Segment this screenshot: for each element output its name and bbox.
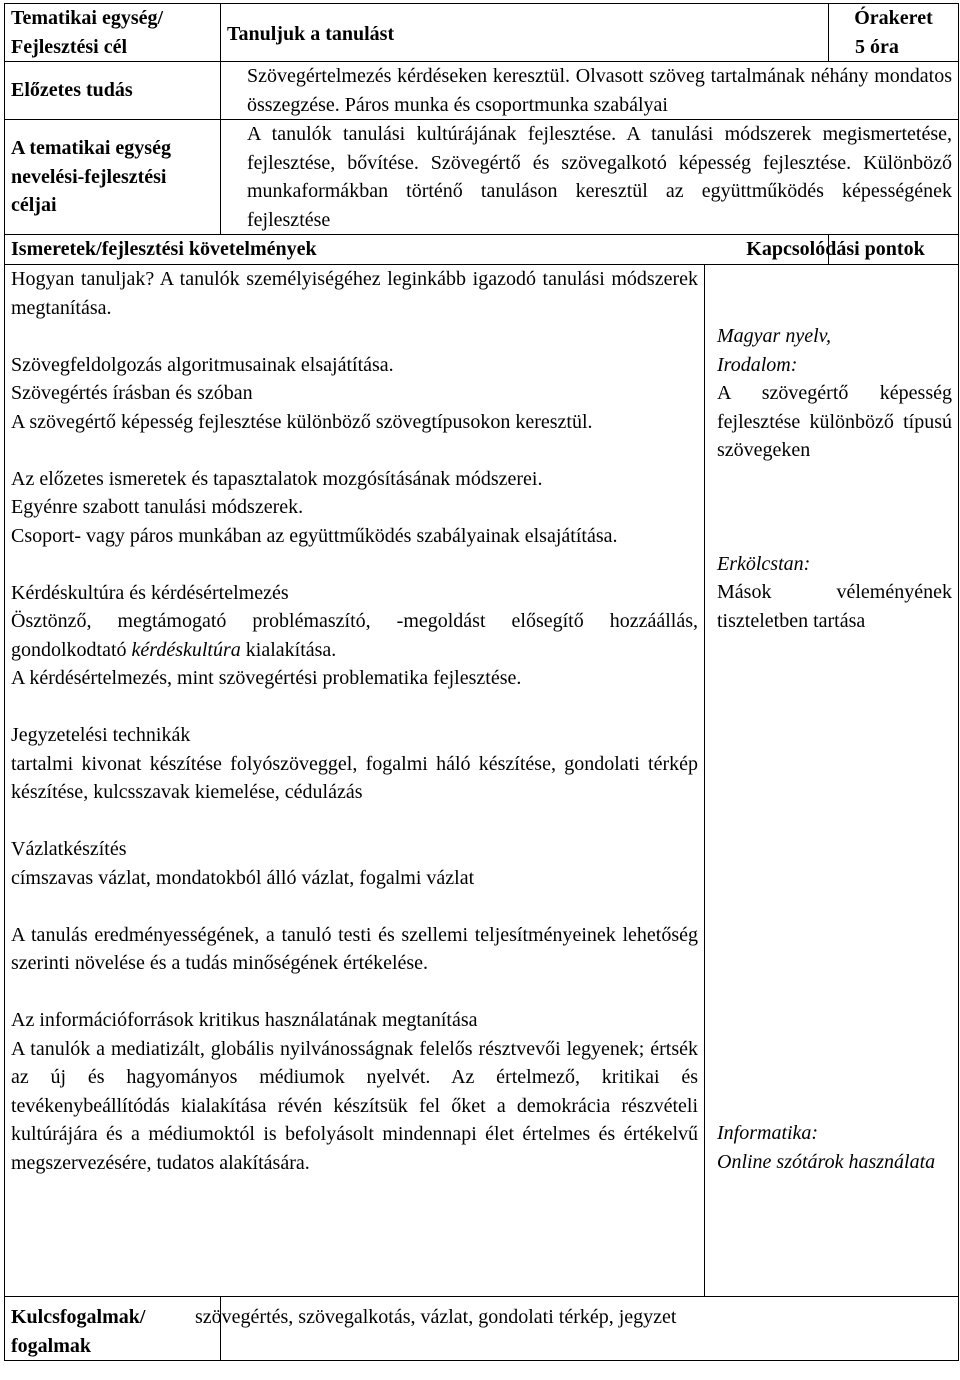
goals-text-cell xyxy=(221,120,959,235)
hours-value: 5 óra xyxy=(855,35,899,58)
req-b8-l2: A tanulók a mediatizált, globális nyilvánosságnak felelős résztvevői legyenek; értsék az új és hagyományos médiumok nyelvét. Az értelmező, kritikai és tevékenybeállítódás kialakítása révén készítsük fel őket a demokrácia részvételi kultúrájára és a médiumoktól is befolyásolt mindennapi élet értelmes és értékelvű megszervezésére, tudatos alakítására. xyxy=(11,1037,698,1174)
req-b2-l3: A szövegértő képesség fejlesztése különböző szövegtípusokon keresztül. xyxy=(11,410,593,433)
conn-1-subject: Magyar nyelv, Irodalom: xyxy=(717,325,832,376)
conn-1-text: A szövegértő képesség fejlesztése különböző típusú szövegeken xyxy=(717,382,952,461)
goals-label-cell xyxy=(5,120,221,235)
req-b4-l2a: Ösztönző, megtámogató problémaszító, -megoldást elősegítő hozzáállás, gondolkodtató xyxy=(11,610,698,661)
req-b4-l2 xyxy=(11,607,698,664)
column-header-row xyxy=(5,235,959,265)
req-b6-l1: Vázlatkészítés xyxy=(11,838,127,860)
req-b4-l2c: kialakítása. xyxy=(240,638,337,661)
req-b7-l1: A tanulás eredményességének, a tanuló testi és szellemi teljesítményeinek lehetőség szerinti növelése és a tudás minőségének értékelése. xyxy=(11,923,698,974)
req-b5-l1: Jegyzetelési technikák xyxy=(11,724,191,746)
req-b3-l1: Az előzetes ismeretek és tapasztalatok mozgósításának módszerei. xyxy=(11,467,543,490)
content-row xyxy=(5,265,959,1297)
connection-2 xyxy=(717,550,952,636)
conn-3-subject: Informatika: xyxy=(717,1122,819,1144)
connection-1 xyxy=(717,322,952,465)
keywords-label-cell xyxy=(5,1297,221,1361)
unit-title: Tanuljuk a tanulást xyxy=(227,23,395,46)
requirements-header-cell xyxy=(5,235,829,265)
requirements-header: Ismeretek/fejlesztési követelmények xyxy=(11,238,317,260)
req-b5-l2: tartalmi kivonat készítése folyószöveggel, fogalmi háló készítése, gondolati térkép készítése, kulcsszavak kiemelése, cédulázás xyxy=(11,752,698,803)
prior-knowledge-row xyxy=(5,62,959,120)
unit-label: Tematikai egység/ Fejlesztési cél xyxy=(11,7,164,58)
conn-2-text: Mások véleményének tiszteletben tartása xyxy=(717,581,952,632)
requirements-block-3 xyxy=(11,465,698,551)
goals-row xyxy=(5,120,959,235)
req-b4-l3: A kérdésértelmezés, mint szövegértési problematika fejlesztése. xyxy=(11,667,522,689)
req-b2-l2: Szövegértés írásban és szóban xyxy=(11,382,253,404)
hours-label: Órakeret xyxy=(854,7,933,29)
connection-3 xyxy=(717,1119,952,1176)
req-b1-l1: Hogyan tanuljak? A tanulók személyiségéhez leginkább igazodó tanulási módszerek megtanítása. xyxy=(11,268,698,319)
keywords-text: szövegértés, szövegalkotás, vázlat, gondolati térkép, jegyzet xyxy=(195,1306,677,1328)
conn-3-text: Online szótárok használata xyxy=(717,1150,936,1173)
connections-header-cell xyxy=(746,235,959,265)
requirements-block-5 xyxy=(11,721,698,807)
requirements-block-2 xyxy=(11,351,698,437)
req-b2-l1: Szövegfeldolgozás algoritmusainak elsajátítása. xyxy=(11,353,394,376)
req-b4-l1: Kérdéskultúra és kérdésértelmezés xyxy=(11,581,289,604)
req-b3-l3: Csoport- vagy páros munkában az együttműködés szabályainak elsajátítása. xyxy=(11,524,618,547)
requirements-block-6 xyxy=(11,835,698,892)
prior-label: Előzetes tudás xyxy=(11,79,133,102)
connections-cell xyxy=(705,265,959,1297)
req-b8-l1: Az információforrások kritikus használatának megtanítása xyxy=(11,1009,478,1031)
requirements-block-7 xyxy=(11,921,698,978)
conn-2-subject: Erkölcstan: xyxy=(717,552,811,575)
keywords-text-cell xyxy=(195,1297,959,1361)
requirements-block-1 xyxy=(11,265,698,322)
prior-text: Szövegértelmezés kérdéseken keresztül. Olvasott szöveg tartalmának néhány mondatos összegzése. Páros munka és csoportmunka szabályai xyxy=(247,65,952,116)
connections-header: Kapcsolódási pontok xyxy=(746,238,925,260)
req-b6-l2: címszavas vázlat, mondatokból álló vázlat, fogalmi vázlat xyxy=(11,866,475,889)
header-row xyxy=(5,4,959,62)
unit-title-cell xyxy=(221,4,829,62)
req-b4-l2b: kérdéskultúra xyxy=(131,638,241,661)
keywords-row xyxy=(5,1297,959,1361)
keywords-label: Kulcsfogalmak/ fogalmak xyxy=(11,1306,146,1357)
unit-label-cell xyxy=(5,4,221,62)
goals-label: A tematikai egység nevelési-fejlesztési céljai xyxy=(11,137,171,217)
requirements-block-4 xyxy=(11,579,698,693)
prior-text-cell xyxy=(221,62,959,120)
requirements-block-8 xyxy=(11,1006,698,1177)
hours-cell xyxy=(829,4,959,62)
prior-label-cell xyxy=(5,62,221,120)
req-b3-l2: Egyénre szabott tanulási módszerek. xyxy=(11,496,304,518)
curriculum-table xyxy=(4,3,959,1361)
goals-text: A tanulók tanulási kultúrájának fejlesztése. A tanulási módszerek megismertetése, fejlesztése, bővítése. Szövegértő és szövegalkotó képesség fejlesztése. Különböző munkaformákban történő tanuláson keresztül az együttműködés képességének fejlesztése xyxy=(247,123,952,231)
requirements-cell xyxy=(5,265,705,1297)
